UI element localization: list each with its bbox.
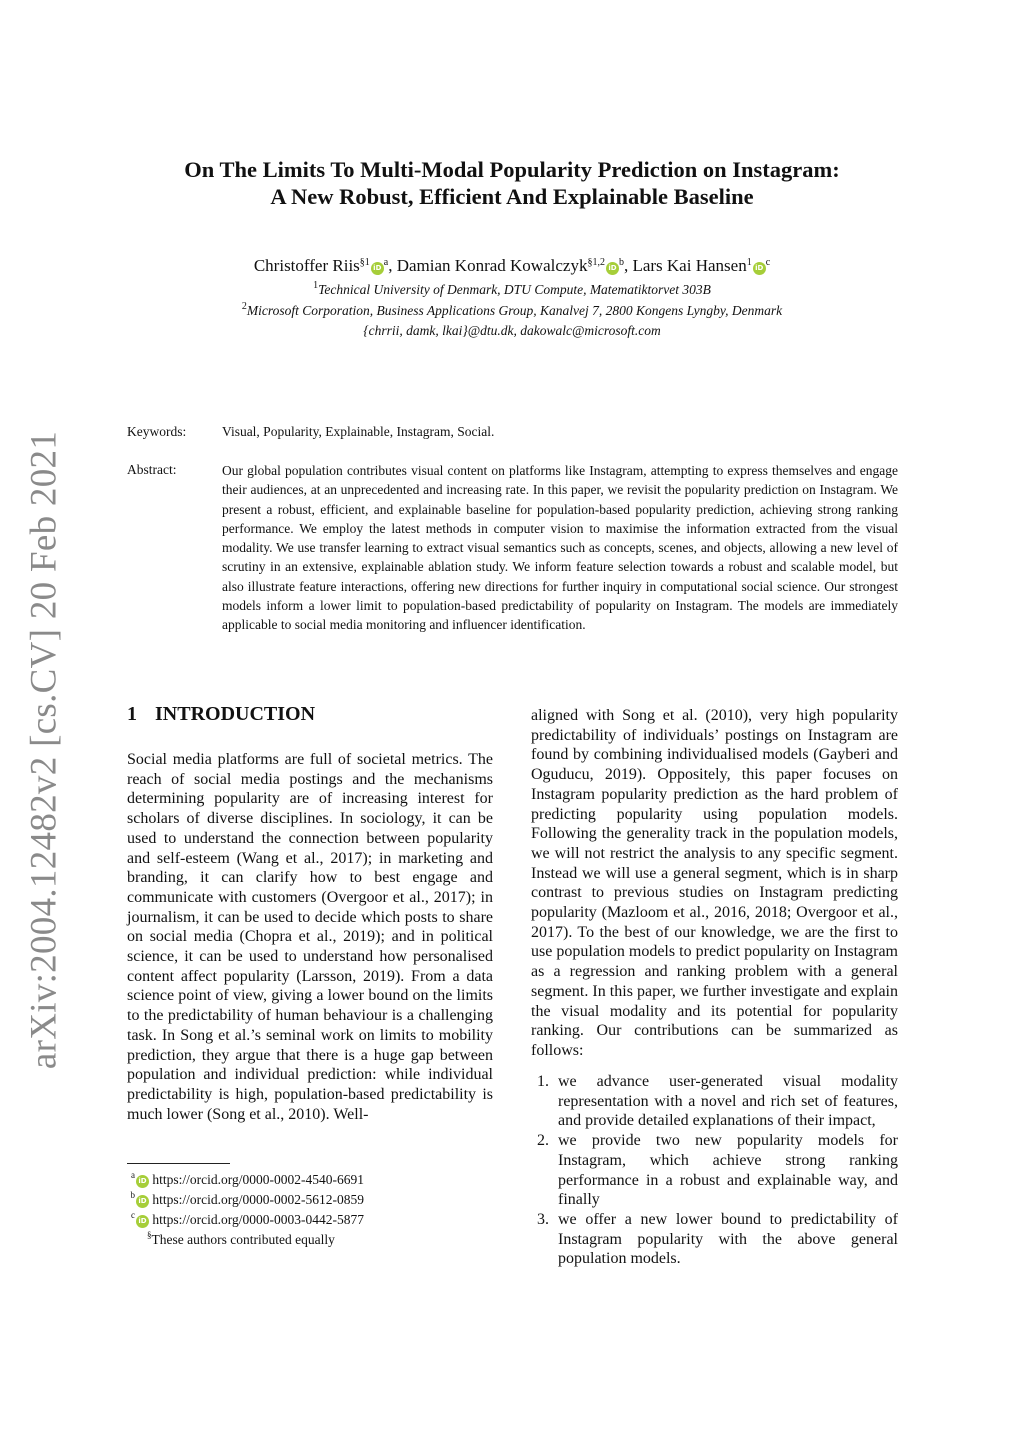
footnote-divider xyxy=(127,1163,230,1164)
author-name: Christoffer Riis xyxy=(253,256,360,275)
author-affil-sup: 1 xyxy=(746,257,752,268)
orcid-mark: c xyxy=(765,257,771,268)
orcid-link[interactable]: https://orcid.org/0000-0002-4540-6691 xyxy=(152,1172,364,1187)
orcid-link[interactable]: https://orcid.org/0000-0003-0442-5877 xyxy=(152,1212,364,1227)
footnote-mark: c xyxy=(131,1210,135,1220)
section-number: 1 xyxy=(127,703,137,725)
abstract-label: Abstract: xyxy=(127,462,177,477)
orcid-icon[interactable]: iD xyxy=(371,262,384,275)
intro-right-column: aligned with Song et al. (2010), very high popularity predictability of individuals’ postings on Instagram are found by combining individualised models (Gayberi and Oguducu, 2019). Oppositely, this paper focuses on Instagram popularity prediction as the hard problem of predicting popularity using population models. Following the generality track in the population models, we will not restrict the analysis to any specific segment. Instead we will use a general segment, which is in sharp contrast to previous studies on Instagram predicting popularity (Mazloom et al., 2016, 2018; Overgoor et al., 2017). To the best of our knowledge, we are the first to use population models to predict popularity on Instagram as a regression and ranking problem with a general segment. In this paper, we further investigate and explain the visual modality and its potential for popularity ranking. Our contributions can be summarized as follows: xyxy=(531,707,898,1059)
abstract-text: Our global population contributes visual content on platforms like Instagram, attempting to express themselves and engage their audiences, at an unprecedented and increasing rate. In this paper, we revisit the popularity prediction on Instagram. We present a robust, efficient, and explainable baseline for population-based popularity prediction, achieving strong ranking performance. We employ the latest methods in computer vision to maximise the information extracted from the visual modality. We use transfer learning to extract visual semantics such as concepts, scenes, and objects, allowing a new level of scrutiny in an extensive, explainable ablation study. We inform feature selection towards a robust and scalable model, but also illustrate feature interactions, offering new directions for further inquiry in computational social science. Our strongest models inform a lower limit to population-based predictability of popularity on Instagram. The models are immediately applicable to social media monitoring and influencer identification. xyxy=(222,463,898,633)
orcid-mark: a xyxy=(383,257,389,268)
footnote-text: These authors contributed equally xyxy=(151,1232,335,1247)
list-text: we advance user-generated visual modality representation with a novel and rich set of features, and provide detailed explanations of their impact, xyxy=(558,1073,898,1130)
footnote-mark: a xyxy=(131,1170,135,1180)
arxiv-stamp xyxy=(14,430,74,1070)
contributions-list xyxy=(531,1072,898,1269)
intro-left-column: Social media platforms are full of societal metrics. The reach of social media postings and the mechanisms determining popularity are of increasing interest for scholars of diverse disciplines. In sociology, it can be used to understand the connection between popularity and self-esteem (Wang et al., 2017); in marketing and branding, it can clarify how to best engage and communicate with customers (Overgoor et al., 2017); in journalism, it can be used to decide which posts to share on social media (Chopra et al., 2019); and in political science, it can be used to understand how personalised content affect popularity (Larsson, 2019). From a data science point of view, giving a lower bound on the limits to the predictability of human behaviour is a challenging task. In Song et al.’s seminal work on limits to mobility prediction, they argue that there is a huge gap between population and individual prediction: while individual predictability is high, population-based predictability is much lower (Song et al., 2010). Well- xyxy=(127,751,493,1123)
list-item xyxy=(531,1210,898,1269)
orcid-icon[interactable]: iD xyxy=(606,262,619,275)
author-name: Lars Kai Hansen xyxy=(632,256,747,275)
orcid-icon: iD xyxy=(136,1195,149,1208)
affiliation-sup: 1 xyxy=(313,280,319,291)
footnote-mark: § xyxy=(147,1230,152,1240)
footnote-a xyxy=(127,1170,493,1190)
author-emails: {chrrii, damk, lkai}@dtu.dk, dakowalc@microsoft.com xyxy=(363,323,661,338)
section-title: INTRODUCTION xyxy=(155,703,316,725)
footnote-mark: b xyxy=(130,1190,135,1200)
orcid-link[interactable]: https://orcid.org/0000-0002-5612-0859 xyxy=(152,1192,364,1207)
section-heading xyxy=(127,703,315,726)
affiliation-1 xyxy=(110,282,914,298)
author-affil-sup: §1 xyxy=(359,257,370,268)
list-item xyxy=(531,1072,898,1131)
list-number: 1. xyxy=(537,1073,549,1090)
list-number: 2. xyxy=(537,1132,549,1150)
list-number: 3. xyxy=(537,1210,549,1228)
orcid-icon: iD xyxy=(136,1175,149,1188)
keywords-text: Visual, Popularity, Explainable, Instagram, Social. xyxy=(222,424,495,439)
author-name: Damian Konrad Kowalczyk xyxy=(396,256,588,275)
title-line-1: On The Limits To Multi-Modal Popularity Prediction on Instagram: xyxy=(184,157,840,182)
paper-title xyxy=(110,156,914,210)
footnote-equal-contribution xyxy=(147,1230,513,1250)
arxiv-id: arXiv:2004.12482v2 [cs.CV] 20 Feb 2021 xyxy=(23,430,65,1070)
keywords-label: Keywords: xyxy=(127,424,187,439)
title-line-2: A New Robust, Efficient And Explainable Baseline xyxy=(270,184,754,209)
affiliation-text: Microsoft Corporation, Business Applications Group, Kanalvej 7, 2800 Kongens Lyngby, Denmark xyxy=(246,303,783,318)
affiliation-sup: 2 xyxy=(241,301,247,312)
list-item xyxy=(531,1131,898,1210)
orcid-icon: iD xyxy=(136,1215,149,1228)
author-affil-sup: §1,2 xyxy=(587,257,605,268)
footnote-c xyxy=(127,1210,493,1230)
author-list: Christoffer Riis$^{\S 1}$ iD $^a$, Damian Konrad Kowalczyk$^{\S 1,2}$ iD $^b$, Lars Kai Hansen$^1$ iD $^c$ xyxy=(253,256,771,275)
affiliation-text: Technical University of Denmark, DTU Compute, Matematiktorvet 303B xyxy=(318,282,711,297)
footnote-b xyxy=(127,1190,493,1210)
orcid-icon[interactable]: iD xyxy=(753,262,766,275)
list-text: we offer a new lower bound to predictability of Instagram popularity with the above general population models. xyxy=(558,1210,898,1268)
orcid-mark: b xyxy=(618,257,624,268)
affiliation-2 xyxy=(110,303,914,319)
list-text: we provide two new popularity models for Instagram, which achieve strong ranking performance in a robust and explainable way, and finally xyxy=(558,1132,898,1209)
